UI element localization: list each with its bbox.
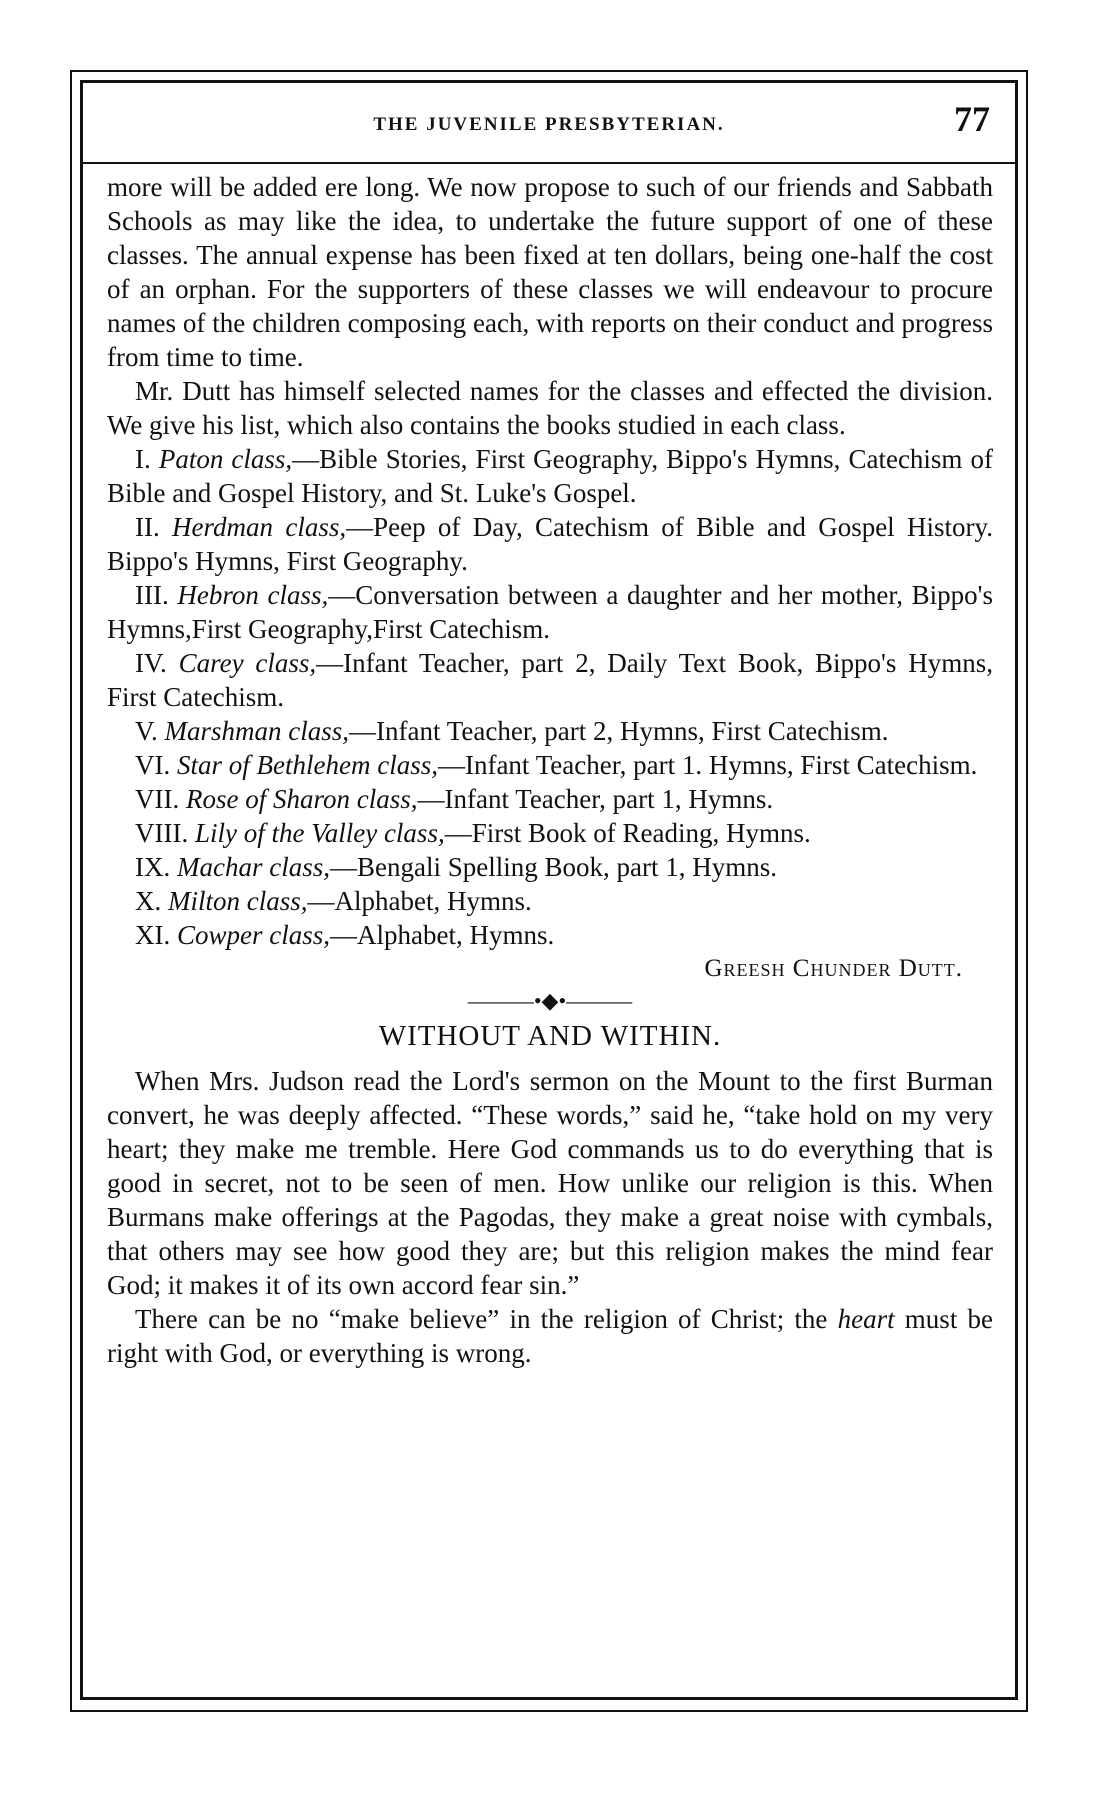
class-number: II.: [135, 512, 160, 542]
paragraph-3: When Mrs. Judson read the Lord's sermon on the Mount to the first Burman convert, he was deeply affected. “These words,” said he, “take hold on my very heart; they make me tremble. Here God commands us to do everything that is good in secret, not to be seen of men. How unlike our religion is this. When Burmans make offerings at the Pagodas, they make a great noise with cymbals, that others may see how good they are; but this religion makes the mind fear God; it makes it of its own accord fear sin.”: [107, 1066, 993, 1300]
class-entry-11: [107, 918, 993, 952]
article-body: [107, 170, 993, 1370]
class-name: Milton class,: [168, 886, 308, 916]
class-number: I.: [135, 444, 151, 474]
class-name: Paton class,: [158, 444, 293, 474]
section-ornament: ———•◆•———: [467, 988, 633, 1013]
class-number: VII.: [135, 784, 180, 814]
class-number: V.: [135, 716, 158, 746]
class-books: —First Book of Reading, Hymns.: [444, 818, 811, 848]
class-name: Lily of the Valley class,: [194, 818, 445, 848]
class-number: IX.: [135, 852, 171, 882]
running-title: THE JUVENILE PRESBYTERIAN.: [373, 114, 725, 135]
class-entry-9: [107, 850, 993, 884]
class-books: —Infant Teacher, part 2, Hymns, First Catechism.: [349, 716, 889, 746]
class-entry-1: [107, 442, 993, 510]
class-entry-2: [107, 510, 993, 578]
class-number: XI.: [135, 920, 171, 950]
class-entry-4: [107, 646, 993, 714]
paragraph-4-text-b: must be right with God, or everything is wrong.: [107, 1304, 993, 1368]
class-books: —Peep of Day, Catechism of Bible and Gospel History. Bippo's Hymns, First Geography.: [107, 512, 993, 576]
paragraph-2: Mr. Dutt has himself selected names for the classes and effected the division. We give his list, which also contains the books studied in each class.: [107, 376, 993, 440]
paragraph-1: more will be added ere long. We now propose to such of our friends and Sabbath Schools as may like the idea, to undertake the future support of one of these classes. The annual expense has been fixed at ten dollars, being one-half the cost of an orphan. For the supporters of these classes we will endeavour to procure names of the children composing each, with reports on their conduct and progress from time to time.: [107, 172, 993, 372]
class-name: Cowper class,: [177, 920, 331, 950]
class-name: Hebron class,: [177, 580, 329, 610]
class-entry-7: [107, 782, 993, 816]
signature: Greesh Chunder Dutt.: [704, 955, 963, 982]
class-entry-5: [107, 714, 993, 748]
class-number: X.: [135, 886, 162, 916]
class-books: —Infant Teacher, part 2, Daily Text Book, Bippo's Hymns, First Catechism.: [107, 648, 993, 712]
class-books: —Alphabet, Hymns.: [330, 920, 555, 950]
class-name: Marshman class,: [164, 716, 350, 746]
class-books: —Conversation between a daughter and her mother, Bippo's Hymns,First Geography,First Catechism.: [107, 580, 993, 644]
class-number: IV.: [135, 648, 167, 678]
class-name: Star of Bethlehem class,: [177, 750, 438, 780]
class-number: VIII.: [135, 818, 189, 848]
header-rule: [80, 162, 1018, 164]
paragraph-4: [107, 1302, 993, 1370]
class-books: —Infant Teacher, part 1, Hymns.: [417, 784, 774, 814]
section-heading: WITHOUT AND WITHIN.: [378, 1020, 722, 1052]
paragraph-4-emphasis: heart: [837, 1304, 895, 1334]
page-number: 77: [954, 99, 990, 139]
class-entry-3: [107, 578, 993, 646]
class-books: —Alphabet, Hymns.: [307, 886, 532, 916]
class-number: III.: [135, 580, 169, 610]
class-name: Carey class,: [178, 648, 317, 678]
class-entry-8: [107, 816, 993, 850]
class-books: —Infant Teacher, part 1. Hymns, First Catechism.: [437, 750, 978, 780]
page-header: [80, 92, 1018, 148]
class-name: Machar class,: [177, 852, 330, 882]
class-books: —Bengali Spelling Book, part 1, Hymns.: [329, 852, 777, 882]
class-entry-6: [107, 748, 993, 782]
class-books: —Bible Stories, First Geography, Bippo's Hymns, Catechism of Bible and Gospel History, and St. Luke's Gospel.: [107, 444, 994, 508]
class-name: Herdman class,: [172, 512, 347, 542]
paragraph-4-text-a: There can be no “make believe” in the religion of Christ; the: [135, 1304, 838, 1334]
class-entry-10: [107, 884, 993, 918]
class-number: VI.: [135, 750, 171, 780]
class-name: Rose of Sharon class,: [185, 784, 418, 814]
